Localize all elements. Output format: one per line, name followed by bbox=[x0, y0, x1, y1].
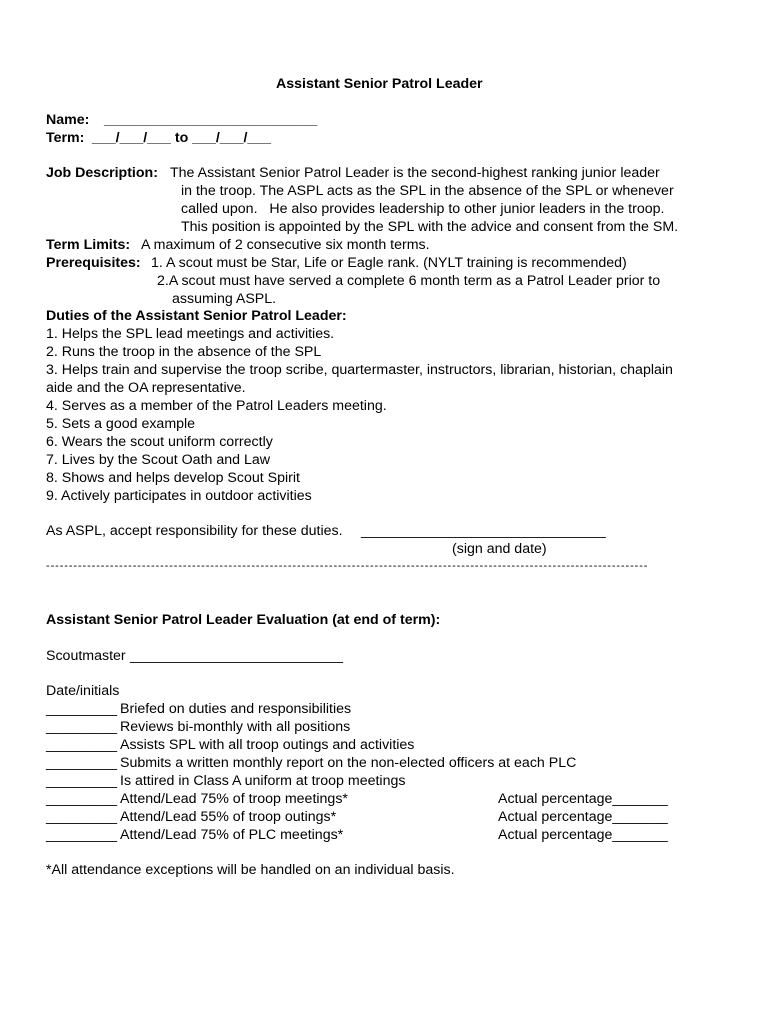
duty-item: aide and the OA representative. bbox=[46, 380, 246, 396]
evaluation-heading: Assistant Senior Patrol Leader Evaluation (at end of term): bbox=[46, 612, 441, 628]
evaluation-blank: _________ bbox=[46, 719, 118, 735]
evaluation-blank: _________ bbox=[46, 809, 118, 825]
evaluation-item: Reviews bi-monthly with all positions bbox=[120, 719, 351, 735]
job-description-line: This position is appointed by the SPL with the advice and consent from the SM. bbox=[181, 219, 679, 235]
evaluation-blank: _________ bbox=[46, 737, 118, 753]
job-description-line: called upon. He also provides leadership to other junior leaders in the troop. bbox=[181, 201, 665, 217]
term-label: Term: bbox=[46, 130, 85, 146]
duty-item: 2. Runs the troop in the absence of the SPL bbox=[46, 344, 322, 360]
signature-blank: _______________________________ bbox=[361, 523, 606, 539]
duty-item: 6. Wears the scout uniform correctly bbox=[46, 434, 273, 450]
date-initials-label: Date/initials bbox=[46, 683, 120, 699]
duty-item: 9. Actively participates in outdoor activities bbox=[46, 488, 312, 504]
term-limits-label: Term Limits: bbox=[46, 237, 131, 253]
name-label: Name: bbox=[46, 112, 90, 128]
duty-item: 7. Lives by the Scout Oath and Law bbox=[46, 452, 270, 468]
prerequisite-line: 2.A scout must have served a complete 6 month term as a Patrol Leader prior to bbox=[157, 273, 661, 289]
actual-percentage: Actual percentage_______ bbox=[498, 827, 668, 843]
accept-statement: As ASPL, accept responsibility for these duties. bbox=[46, 523, 343, 539]
term-limits-text: A maximum of 2 consecutive six month terms. bbox=[141, 237, 430, 253]
duty-item: 4. Serves as a member of the Patrol Leaders meeting. bbox=[46, 398, 387, 414]
evaluation-item: Attend/Lead 75% of PLC meetings* bbox=[120, 827, 344, 843]
evaluation-item: Attend/Lead 75% of troop meetings* bbox=[120, 791, 348, 807]
evaluation-item: Assists SPL with all troop outings and activities bbox=[120, 737, 415, 753]
prerequisites-label: Prerequisites: bbox=[46, 255, 141, 271]
evaluation-blank: _________ bbox=[46, 701, 118, 717]
evaluation-item: Submits a written monthly report on the non-elected officers at each PLC bbox=[120, 755, 577, 771]
section-divider: ------------------------------------------------------------------------------------------------------------------------------------ bbox=[46, 560, 649, 572]
duty-item: 5. Sets a good example bbox=[46, 416, 196, 432]
name-blank: ___________________________ bbox=[104, 112, 318, 128]
scoutmaster-label: Scoutmaster bbox=[46, 648, 126, 664]
evaluation-blank: _________ bbox=[46, 791, 118, 807]
evaluation-blank: _________ bbox=[46, 773, 118, 789]
term-blank: ___/___/___ to ___/___/___ bbox=[92, 130, 272, 146]
scoutmaster-blank: ___________________________ bbox=[130, 648, 344, 664]
sign-caption: (sign and date) bbox=[452, 541, 547, 557]
duty-item: 3. Helps train and supervise the troop scribe, quartermaster, instructors, librarian, historian, chaplain bbox=[46, 362, 673, 378]
page-title: Assistant Senior Patrol Leader bbox=[276, 76, 483, 92]
prerequisite-line: assuming ASPL. bbox=[172, 291, 277, 307]
actual-percentage: Actual percentage_______ bbox=[498, 809, 668, 825]
evaluation-blank: _________ bbox=[46, 827, 118, 843]
evaluation-item: Attend/Lead 55% of troop outings* bbox=[120, 809, 337, 825]
job-description-line: The Assistant Senior Patrol Leader is the second-highest ranking junior leader bbox=[170, 165, 660, 181]
prerequisite-line: 1. A scout must be Star, Life or Eagle rank. (NYLT training is recommended) bbox=[151, 255, 627, 271]
duty-item: 1. Helps the SPL lead meetings and activities. bbox=[46, 326, 335, 342]
footnote: *All attendance exceptions will be handled on an individual basis. bbox=[46, 862, 455, 878]
evaluation-item: Briefed on duties and responsibilities bbox=[120, 701, 352, 717]
duties-heading: Duties of the Assistant Senior Patrol Leader: bbox=[46, 308, 347, 324]
evaluation-blank: _________ bbox=[46, 755, 118, 771]
job-description-line: in the troop. The ASPL acts as the SPL in the absence of the SPL or whenever bbox=[181, 183, 674, 199]
evaluation-item: Is attired in Class A uniform at troop meetings bbox=[120, 773, 406, 789]
duty-item: 8. Shows and helps develop Scout Spirit bbox=[46, 470, 300, 486]
actual-percentage: Actual percentage_______ bbox=[498, 791, 668, 807]
job-description-label: Job Description: bbox=[46, 165, 158, 181]
